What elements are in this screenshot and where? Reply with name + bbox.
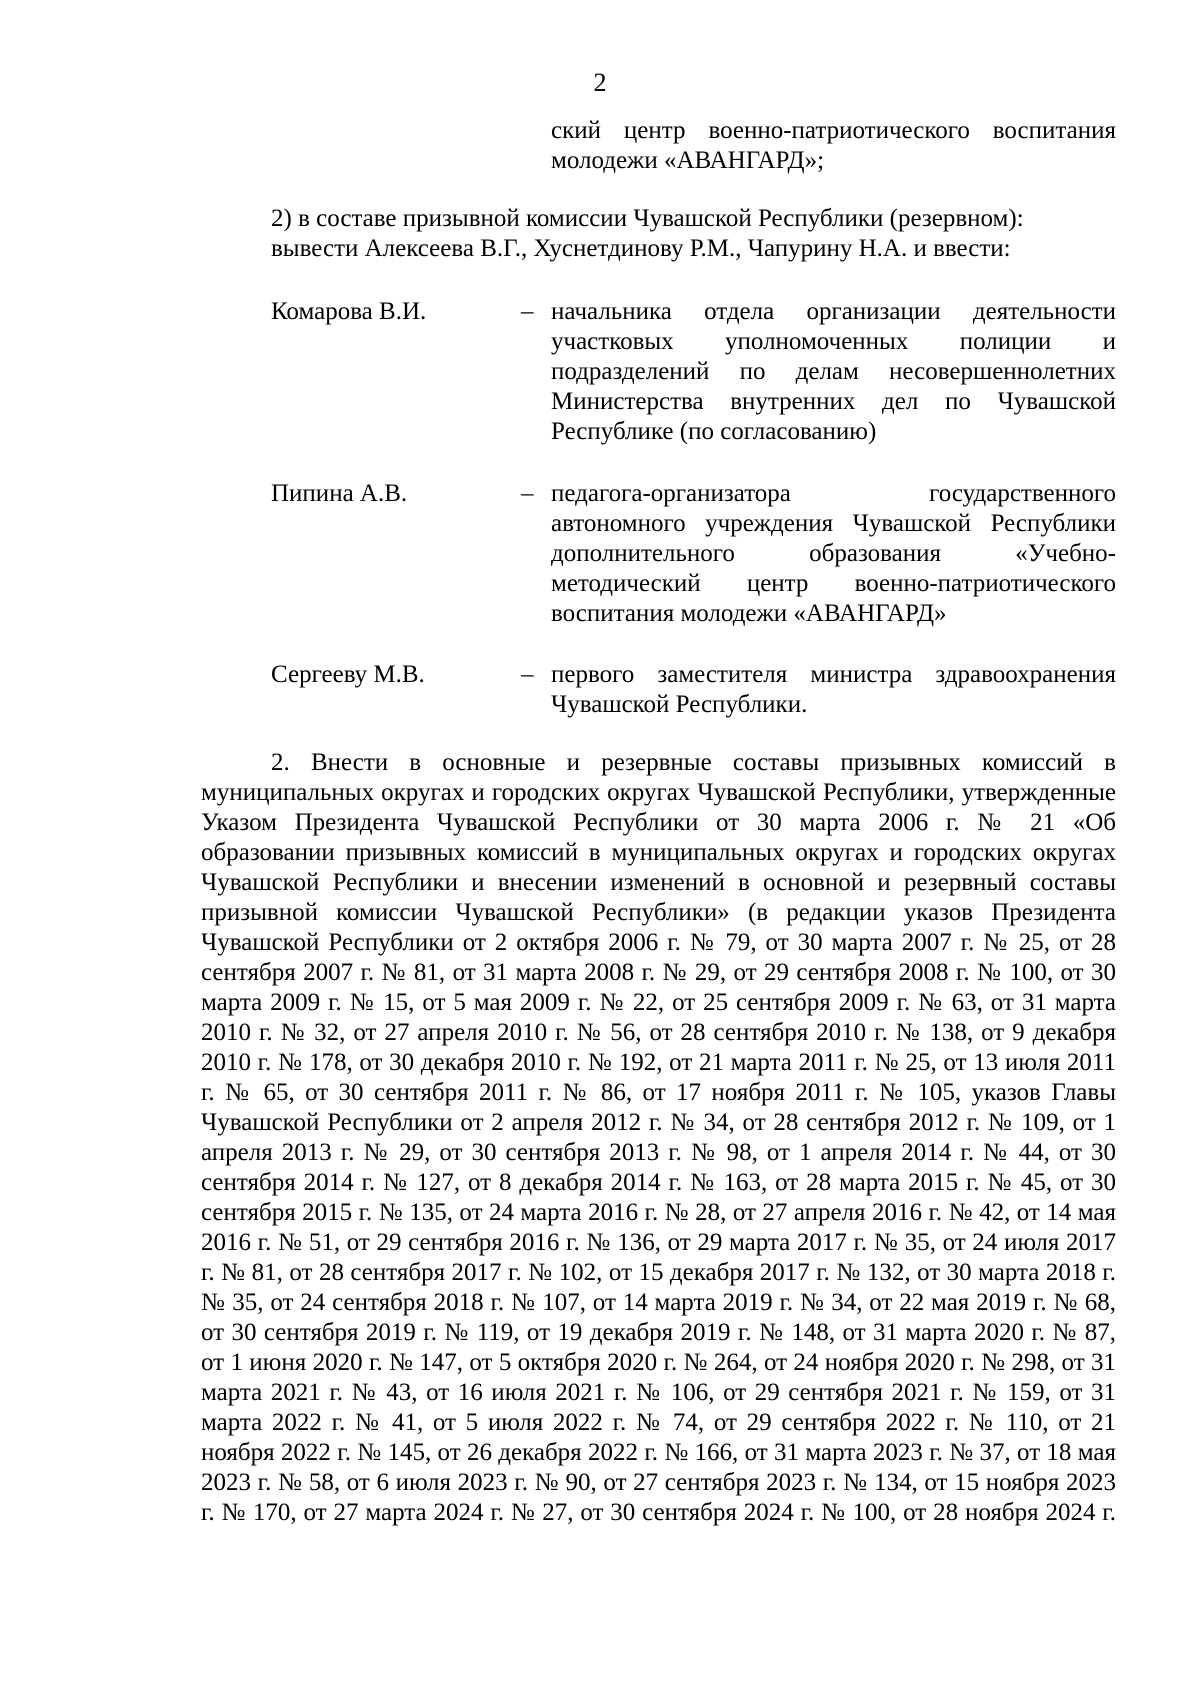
member-name: Комарова В.И. — [271, 298, 427, 325]
member-dash: – — [521, 298, 534, 325]
paragraph-2: 2. Внести в основные и резервные составы призывных комиссий в муниципальных округах и городских округах Чувашской Республики, утвержденные Указом Президента Чувашской Республики от 30 марта 2006 г. № 21 «Об образовании призывных комиссий в муниципальных округах и городских округах Чувашской Республики и внесении изменений в основной и резервный составы призывной комиссии Чувашской Республики» (в редакции указов Президента Чувашской Республики от 2 октября 2006 г. № 79, от 30 марта 2007 г. № 25, от 28 сентября 2007 г. № 81, от 31 марта 2008 г. № 29, от 29 сентября 2008 г. № 100, от 30 марта 2009 г. № 15, от 5 мая 2009 г. № 22, от 25 сентября 2009 г. № 63, от 31 марта 2010 г. № 32, от 27 апреля 2010 г. № 56, от 28 сентября 2010 г. № 138, от 9 декабря 2010 г. № 178, от 30 декабря 2010 г. № 192, от 21 марта 2011 г. № 25, от 13 июля 2011 г. № 65, от 30 сентября 2011 г. № 86, от 17 ноября 2011 г. № 105, указов Главы Чувашской Республики от 2 апреля 2012 г. № 34, от 28 сентября 2012 г. № 109, от 1 апреля 2013 г. № 29, от 30 сентября 2013 г. № 98, от 1 апреля 2014 г. № 44, от 30 сентября 2014 г. № 127, от 8 декабря 2014 г. № 163, от 28 марта 2015 г. № 45, от 30 сентября 2015 г. № 135, от 24 марта 2016 г. № 28, от 27 апреля 2016 г. № 42, от 14 мая 2016 г. № 51, от 29 сентября 2016 г. № 136, от 29 марта 2017 г. № 35, от 24 июля 2017 г. № 81, от 28 сентября 2017 г. № 102, от 15 декабря 2017 г. № 132, от 30 марта 2018 г. № 35, от 24 сентября 2018 г. № 107, от 14 марта 2019 г. № 34, от 22 мая 2019 г. № 68, от 30 сентября 2019 г. № 119, от 19 декабря 2019 г. № 148, от 31 марта 2020 г. № 87, от 1 июня 2020 г. № 147, от 5 октября 2020 г. № 264, от 24 ноября 2020 г. № 298, от 31 марта 2021 г. № 43, от 16 июля 2021 г. № 106, от 29 сентября 2021 г. № 159, от 31 марта 2022 г. № 41, от 5 июля 2022 г. № 74, от 29 сентября 2022 г. № 110, от 21 ноября 2022 г. № 145, от 26 декабря 2022 г. № 166, от 31 марта 2023 г. № 37, от 18 мая 2023 г. № 58, от 6 июля 2023 г. № 90, от 27 сентября 2023 г. № 134, от 15 ноября 2023 г. № 170, от 27 марта 2024 г. № 27, от 30 сентября 2024 г. № 100, от 28 ноября 2024 г. — [201, 749, 1116, 1526]
item2-block — [271, 204, 1116, 264]
continuation-text: ский центр военно-патриотического воспитания молодежи «АВАНГАРД»; — [551, 117, 1116, 174]
member-position: начальника отдела организации деятельности участковых уполномоченных полиции и подразделений по делам несовершеннолетних Министерства внутренних дел по Чувашской Республике (по согласованию) — [551, 298, 1116, 445]
item2-heading: 2) в составе призывной комиссии Чувашской Республики (резервном): — [271, 205, 1024, 232]
member-position: педагога-организатора государственного автономного учреждения Чувашской Республики дополнительного образования «Учебно-методический центр военно-патриотического воспитания молодежи «АВАНГАРД» — [551, 480, 1116, 627]
member-dash: – — [521, 480, 534, 507]
item2-instruction: вывести Алексеева В.Г., Хуснетдинову Р.М., Чапурину Н.А. и ввести: — [271, 235, 1011, 262]
member-name: Пипина А.В. — [271, 480, 408, 507]
member-name: Сергееву М.В. — [271, 661, 425, 688]
member-position: первого заместителя министра здравоохранения Чувашской Республики. — [551, 661, 1116, 718]
member-dash: – — [521, 661, 534, 688]
page-number: 2 — [593, 68, 607, 97]
